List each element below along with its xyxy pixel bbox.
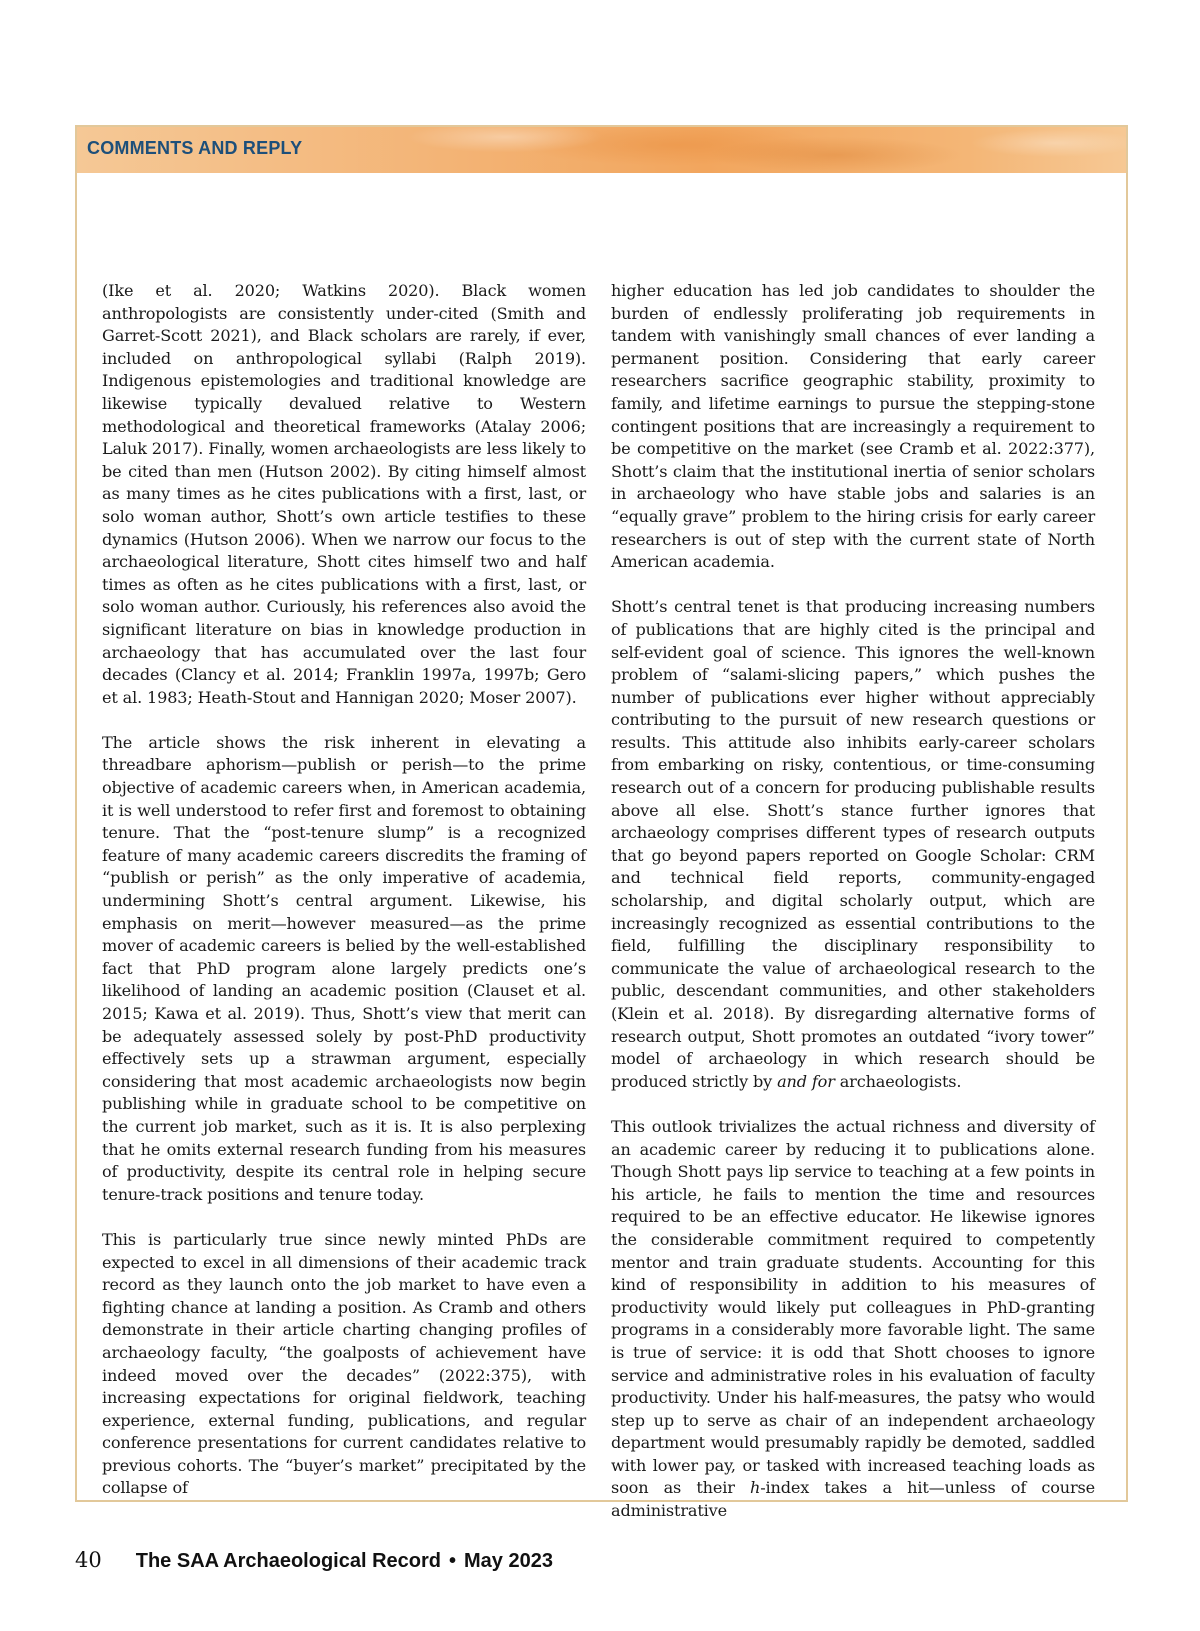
- page-footer: [75, 1548, 553, 1578]
- left-column: [102, 280, 586, 1523]
- emphasis-text: h: [750, 1478, 761, 1498]
- paragraph-text: Shott’s central tenet is that producing increasing numbers of publications that are highly cited is the principal and self-evident goal of science. This ignores the well-known problem of “salami-slicing papers,” which pushes the number of publications ever higher without appreciably contributing to the pursuit of new research questions or results. This attitude also inhibits early-career scholars from embarking on risky, contentious, or time-consuming research out of a concern for producing publishable results above all else. Shott’s stance further ignores that archaeology comprises different types of research outputs that go beyond papers reported on Google Scholar: CRM and technical field reports, community-engaged scholarship, and digital scholarly output, which are increasingly recognized as essential contributions to the field, fulfilling the disciplinary responsibility to communicate the value of archaeological research to the public, descendant communities, and other stakeholders (Klein et al. 2018). By disregarding alternative forms of research output, Shott promotes an outdated “ivory tower” model of archaeology in which research should be produced strictly by: [611, 597, 1095, 1091]
- paragraph: [611, 596, 1095, 1093]
- right-column: [611, 280, 1095, 1545]
- page-number: 40: [75, 1548, 102, 1572]
- paragraph: This is particularly true since newly minted PhDs are expected to excel in all dimensions of their academic track record as they launch onto the job market to have even a fighting chance at landing a position. As Cramb and others demonstrate in their article charting changing profiles of archaeology faculty, “the goalposts of achievement have indeed moved over the decades” (2022:375), with increasing expectations for original fieldwork, teaching experience, external funding, publications, and regular conference presentations for current candidates relative to previous cohorts. The “buyer’s market” precipitated by the collapse of: [102, 1229, 586, 1498]
- paragraph: higher education has led job candidates to shoulder the burden of endlessly proliferating job requirements in tandem with vanishingly small chances of ever landing a permanent position. Considering that early career researchers sacrifice geographic stability, proximity to family, and lifetime earnings to pursue the stepping-stone contingent positions that are increasingly a requirement to be competitive on the market (see Cramb et al. 2022:377), Shott’s claim that the institutional inertia of senior scholars in archaeology who have stable jobs and salaries is an “equally grave” problem to the hiring crisis for early career researchers is out of step with the current state of North American academia.: [611, 281, 1095, 572]
- section-label: COMMENTS AND REPLY: [87, 138, 303, 158]
- paragraph-text: This outlook trivializes the actual richness and diversity of an academic career by reducing it to publications alone. Though Shott pays lip service to teaching at a few points in his article, he fails to mention the time and resources required to be an effective educator. He likewise ignores the considerable commitment required to competently mentor and train graduate students. Accounting for this kind of responsibility in addition to his measures of productivity would likely put colleagues in PhD-granting programs in a considerably more favorable light. The same is true of service: it is odd that Shott chooses to ignore service and administrative roles in his evaluation of faculty productivity. Under his half-measures, the patsy who would step up to serve as chair of an independent archaeology department would presumably rapidly be demoted, saddled with lower pay, or tasked with increased teaching loads as soon as their: [611, 1116, 1095, 1498]
- journal-title: The SAA Archaeological Record: [135, 1550, 441, 1572]
- issue-date: May 2023: [464, 1550, 553, 1572]
- paragraph: (Ike et al. 2020; Watkins 2020). Black women anthropologists are consistently under-cited (Smith and Garret-Scott 2021), and Black scholars are rarely, if ever, included on anthropological syllabi (Ralph 2019). Indigenous epistemologies and traditional knowledge are likewise typically devalued relative to Western methodological and theoretical frameworks (Atalay 2006; Laluk 2017). Finally, women archaeologists are less likely to be cited than men (Hutson 2002). By citing himself almost as many times as he cites publications with a first, last, or solo woman author, Shott’s own article testifies to these dynamics (Hutson 2006). When we narrow our focus to the archaeological literature, Shott cites himself two and half times as often as he cites publications with a first, last, or solo woman author. Curiously, his references also avoid the significant literature on bias in knowledge production in archaeology that has accumulated over the last four decades (Clancy et al. 2014; Franklin 1997a, 1997b; Gero et al. 1983; Heath-Stout and Hannigan 2020; Moser 2007).: [102, 281, 586, 707]
- paragraph: [611, 1116, 1095, 1523]
- paragraph-text: archaeologists.: [839, 1071, 962, 1091]
- paragraph: The article shows the risk inherent in elevating a threadbare aphorism—publish or perish—to the prime objective of academic careers when, in American academia, it is well understood to refer first and foremost to obtaining tenure. That the “post-tenure slump” is a recognized feature of many academic careers discredits the framing of “publish or perish” as the only imperative of academia, undermining Shott’s central argument. Likewise, his emphasis on merit—however measured—as the prime mover of academic careers is belied by the well-established fact that PhD program alone largely predicts one’s likelihood of landing an academic position (Clauset et al. 2015; Kawa et al. 2019). Thus, Shott’s view that merit can be adequately assessed solely by post-PhD productivity effectively sets up a strawman argument, especially considering that most academic archaeologists now begin publishing while in graduate school to be competitive on the current job market, such as it is. It is also perplexing that he omits external research funding from his measures of productivity, despite its central role in helping secure tenure-track positions and tenure today.: [102, 732, 586, 1204]
- paragraph-text: -index takes a hit—unless of course administrative: [611, 1478, 1095, 1521]
- emphasis-text: and for: [777, 1071, 835, 1091]
- bullet-separator: •: [449, 1550, 457, 1572]
